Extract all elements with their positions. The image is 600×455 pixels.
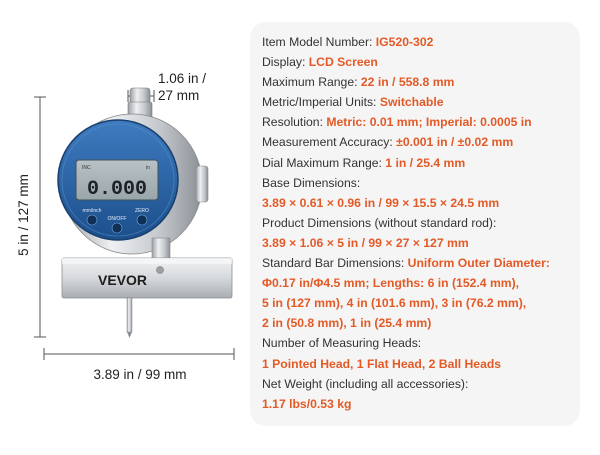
spec-units — [262, 92, 570, 112]
spec-product-dims-label-line — [262, 213, 570, 233]
spec-product-dims-value: 3.89 × 1.06 × 5 in / 99 × 27 × 127 mm — [262, 235, 469, 250]
base-width-label: 3.89 in / 99 mm — [93, 367, 187, 382]
spec-heads-value-line — [262, 354, 570, 374]
spec-display-value: LCD Screen — [308, 55, 378, 70]
spec-bar-dims-line-3 — [262, 293, 570, 313]
base-width-dimension-line — [44, 348, 234, 360]
spec-bar-dims-value-4: 2 in (50.8 mm), 1 in (25.4 mm) — [262, 316, 432, 331]
lcd-reading: 0.000 — [86, 178, 148, 201]
spec-heads-label-line — [262, 333, 570, 353]
probe-width-mm: 27 mm — [158, 88, 200, 103]
spec-accuracy-value: ±0.001 in / ±0.02 mm — [396, 135, 514, 150]
spec-heads-value: 1 Pointed Head, 1 Flat Head, 2 Ball Heads — [262, 356, 502, 371]
probe-width-in: 1.06 in / — [158, 71, 207, 86]
probe-width-label — [158, 70, 206, 104]
spec-bar-dims-line-4 — [262, 313, 570, 333]
spec-bar-dims-line-2 — [262, 273, 570, 293]
spec-dial-range — [262, 153, 570, 173]
spec-dial-range-label: Dial Maximum Range: — [262, 155, 386, 170]
lcd-indicator-inc: INC — [82, 165, 91, 171]
on-off-button-label: ON/OFF — [107, 216, 127, 222]
base-screw — [157, 267, 164, 274]
mm-inch-button-label: mm/inch — [82, 208, 102, 214]
probe-rod — [127, 298, 132, 332]
spec-units-label: Metric/Imperial Units: — [262, 95, 380, 110]
spec-card — [250, 22, 580, 426]
spec-dial-range-value: 1 in / 25.4 mm — [385, 155, 466, 170]
product-illustration-panel — [0, 0, 250, 450]
mm-inch-button — [87, 215, 97, 225]
spec-base-dims-value: 3.89 × 0.61 × 0.96 in / 99 × 15.5 × 24.5 mm — [262, 195, 500, 210]
spec-model-value: IG520-302 — [375, 35, 434, 49]
spec-bar-dims-value-1: Uniform Outer Diameter: — [407, 256, 550, 271]
spec-max-range-value: 22 in / 558.8 mm — [360, 75, 455, 90]
spec-weight-label-line — [262, 374, 570, 394]
spec-bar-dims-value-3: 5 in (127 mm), 4 in (101.6 mm), 3 in (76.2 mm), — [262, 296, 527, 311]
spec-base-dims-label-line — [262, 173, 570, 193]
lcd-indicator-in: in — [146, 165, 150, 171]
side-knob — [196, 166, 208, 202]
spec-bar-dims-line-1 — [262, 253, 570, 273]
spec-units-value: Switchable — [379, 95, 444, 110]
spec-base-dims-value-line — [262, 193, 570, 213]
spec-resolution — [262, 112, 570, 132]
on-off-button — [112, 223, 122, 233]
probe-tip — [127, 332, 132, 338]
spec-product-dims-value-line — [262, 233, 570, 253]
spec-heads-label: Number of Measuring Heads: — [262, 336, 422, 351]
spec-max-range — [262, 72, 570, 92]
spec-bar-dims-label: Standard Bar Dimensions: — [262, 256, 408, 271]
brand-logo: VEVOR — [98, 272, 148, 288]
height-label: 5 in / 127 mm — [16, 174, 31, 256]
spec-weight-label: Net Weight (including all accessories): — [262, 376, 469, 391]
spec-weight-value: 1.17 lbs/0.53 kg — [262, 396, 352, 411]
spec-base-dims-label: Base Dimensions: — [262, 175, 361, 190]
spec-display-label: Display: — [262, 55, 309, 70]
spec-accuracy-label: Measurement Accuracy: — [262, 135, 397, 150]
spec-max-range-label: Maximum Range: — [262, 75, 361, 90]
spec-weight-value-line — [262, 394, 570, 414]
spec-model-label: Item Model Number: — [262, 35, 376, 49]
spec-product-dims-label: Product Dimensions (without standard rod): — [262, 215, 497, 230]
zero-button — [137, 215, 147, 225]
spec-bar-dims-value-2: Φ0.17 in/Φ4.5 mm; Lengths: 6 in (152.4 mm), — [262, 276, 520, 291]
spec-model — [262, 32, 570, 52]
spec-display — [262, 52, 570, 72]
spec-resolution-label: Resolution: — [262, 115, 327, 130]
zero-button-label: ZERO — [135, 208, 149, 214]
spec-accuracy — [262, 132, 570, 152]
spec-resolution-value: Metric: 0.01 mm; Imperial: 0.0005 in — [326, 115, 532, 130]
height-dimension-line — [34, 97, 46, 337]
